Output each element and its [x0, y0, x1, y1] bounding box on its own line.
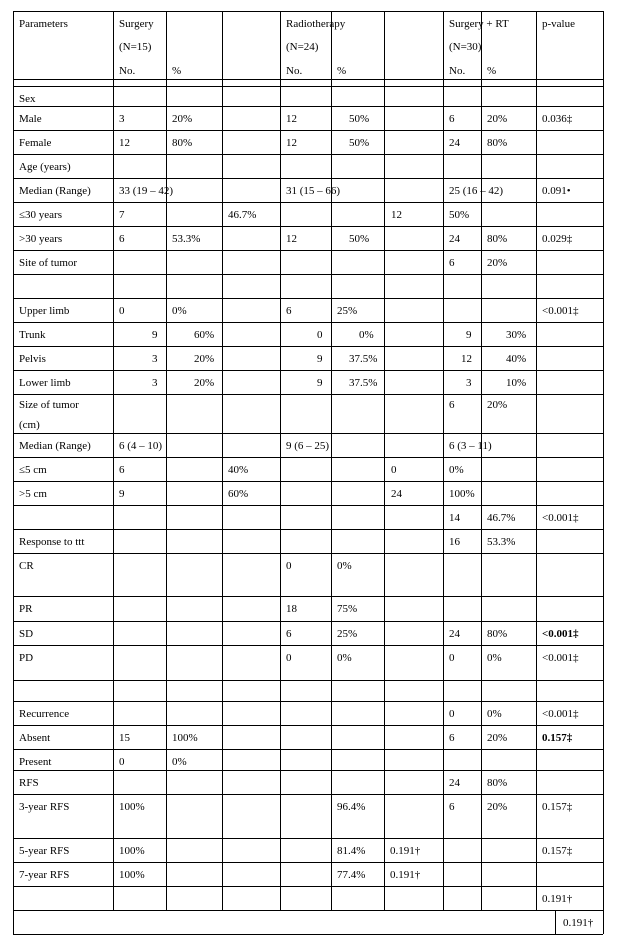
table-rule [13, 934, 603, 935]
cell-le30-s-no: 7 [119, 209, 125, 221]
table-rule [13, 433, 603, 434]
column-rule [555, 910, 556, 934]
cell-median_size-s: 6 (4 – 10) [119, 440, 163, 452]
table-rule [13, 862, 603, 863]
cell-median_age-label: Median (Range) [19, 185, 91, 197]
cell-rfs5-p: 0.157‡ [542, 845, 573, 857]
cell-rfs3-c-no: 6 [449, 801, 455, 813]
cell-lower-c-no: 3 [466, 377, 472, 389]
cell-rfs7-label: 7-year RFS [19, 869, 70, 881]
table-rule [13, 838, 603, 839]
cell-pr-r-pct: 75% [337, 603, 358, 615]
cell-sd-p: <0.001‡ [542, 628, 579, 640]
cell-pelvis-r-pct: 37.5% [349, 353, 378, 365]
cell-site-c-pct: 20% [487, 257, 508, 269]
cell-present-label: Present [19, 756, 52, 768]
cell-age: Age (years) [19, 161, 71, 173]
cell-response-c-pct: 53.3% [487, 536, 516, 548]
cell-gt5-s-pct: 60% [228, 488, 249, 500]
table-rule [13, 346, 603, 347]
column-rule [481, 11, 482, 910]
cell-sd-c-no: 24 [449, 628, 460, 640]
table-rule [13, 202, 603, 203]
cell-female-c-no: 24 [449, 137, 460, 149]
column-rule [222, 11, 223, 910]
cell-gt30-c-pct: 80% [487, 233, 508, 245]
cell-sd-c-pct: 80% [487, 628, 508, 640]
cell-rfs3-label: 3-year RFS [19, 801, 70, 813]
cell-rfs3-s: 100% [119, 801, 145, 813]
cell-le30-r-pct: 50% [449, 209, 470, 221]
table-rule [13, 274, 603, 275]
table-rule [13, 770, 603, 771]
table-rule [13, 106, 603, 107]
header-no: No. [286, 65, 303, 77]
table-rule [13, 910, 603, 911]
header-surgery-rt-n: (N=30) [449, 41, 482, 53]
cell-cr-r-pct: 0% [337, 560, 352, 572]
cell-trunk-s-no: 9 [152, 329, 158, 341]
cell-rfs5-s: 100% [119, 845, 145, 857]
cell-lower-r-pct: 37.5% [349, 377, 378, 389]
cell-upper-r-pct: 25% [337, 305, 358, 317]
cell-pelvis-c-no: 12 [461, 353, 472, 365]
cell-median_size-r: 9 (6 – 25) [286, 440, 330, 452]
cell-female-r-no: 12 [286, 137, 297, 149]
cell-median_age-s: 33 (19 – 42) [119, 185, 174, 197]
cell-gt30-r-pct: 50% [349, 233, 370, 245]
cell-female-s-pct: 80% [172, 137, 193, 149]
cell-female-c-pct: 80% [487, 137, 508, 149]
column-rule [384, 11, 385, 910]
header-pct: % [337, 65, 347, 77]
cell-trunk-s-pct: 60% [194, 329, 215, 341]
table-rule [13, 298, 603, 299]
cell-upper-s-no: 0 [119, 305, 125, 317]
cell-rfs-label: RFS [19, 777, 39, 789]
header-radiotherapy: Radiotherapy [286, 18, 346, 30]
header-pct: % [487, 65, 497, 77]
cell-le30-label: ≤30 years [19, 209, 62, 221]
cell-female-label: Female [19, 137, 52, 149]
cell-median_size-c: 6 (3 – 11) [449, 440, 492, 452]
cell-female-r-pct: 50% [349, 137, 370, 149]
cell-pelvis-label: Pelvis [19, 353, 46, 365]
table-rule [13, 749, 603, 750]
cell-male-label: Male [19, 113, 42, 125]
cell-pelvis-s-no: 3 [152, 353, 158, 365]
table-rule [13, 553, 603, 554]
cell-blank1-c-pct: 46.7% [487, 512, 516, 524]
cell-pd-r-no: 0 [286, 652, 292, 664]
cell-size-label-1: Size of tumor [19, 399, 79, 411]
cell-upper-s-pct: 0% [172, 305, 187, 317]
cell-rfs3-c-pct: 20% [487, 801, 508, 813]
cell-size-c-no: 6 [449, 399, 455, 411]
cell-rfs7-r: 77.4% [337, 869, 366, 881]
cell-le5-s-pct: 40% [228, 464, 249, 476]
cell-median_size-label: Median (Range) [19, 440, 91, 452]
cell-gt5-s-no: 9 [119, 488, 125, 500]
cell-trunk-c-no: 9 [466, 329, 472, 341]
table-border-right [603, 11, 604, 934]
cell-lower-s-pct: 20% [194, 377, 215, 389]
cell-trunk-label: Trunk [19, 329, 46, 341]
header-no: No. [119, 65, 136, 77]
cell-sd-label: SD [19, 628, 34, 640]
header-radiotherapy-n: (N=24) [286, 41, 319, 53]
cell-pd-label: PD [19, 652, 34, 664]
cell-absent-c-no: 6 [449, 732, 455, 744]
cell-upper-r-no: 6 [286, 305, 292, 317]
column-rule [443, 11, 444, 910]
cell-male-r-pct: 50% [349, 113, 370, 125]
cell-median_age-c: 25 (16 – 42) [449, 185, 504, 197]
cell-pd-c-no: 0 [449, 652, 455, 664]
cell-pr-r-no: 18 [286, 603, 297, 615]
cell-pd-c-pct: 0% [487, 652, 502, 664]
cell-gt5-r-pct: 100% [449, 488, 475, 500]
cell-response-label: Response to ttt [19, 536, 85, 548]
table-rule [13, 130, 603, 131]
table-rule [13, 250, 603, 251]
cell-sex: Sex [19, 93, 36, 105]
cell-site-label: Site of tumor [19, 257, 78, 269]
cell-rfs3-r: 96.4% [337, 801, 366, 813]
header-surgery: Surgery [119, 18, 154, 30]
table-rule [13, 86, 603, 87]
cell-pd-p: <0.001‡ [542, 652, 579, 664]
cell-gt30-p: 0.029‡ [542, 233, 573, 245]
table-rule [13, 226, 603, 227]
cell-rfs-c-no: 24 [449, 777, 460, 789]
cell-blank1-c-no: 14 [449, 512, 460, 524]
table-rule [13, 178, 603, 179]
cell-trunk-c-pct: 30% [506, 329, 527, 341]
cell-extra2-p: 0.191† [563, 917, 594, 929]
table-rule [13, 529, 603, 530]
cell-gt5-r-no: 24 [391, 488, 402, 500]
header-surgery-rt: Surgery + RT [449, 18, 509, 30]
cell-trunk-r-pct: 0% [359, 329, 374, 341]
cell-male-c-pct: 20% [487, 113, 508, 125]
cell-cr-label: CR [19, 560, 34, 572]
cell-blank1-p: <0.001‡ [542, 512, 579, 524]
table-rule [13, 505, 603, 506]
cell-rfs7-s: 100% [119, 869, 145, 881]
cell-recurrence-label: Recurrence [19, 708, 70, 720]
cell-le30-s-pct: 46.7% [228, 209, 257, 221]
column-rule [280, 11, 281, 910]
header-pct: % [172, 65, 182, 77]
cell-recurrence-p: <0.001‡ [542, 708, 579, 720]
table-rule [13, 457, 603, 458]
cell-size-c-pct: 20% [487, 399, 508, 411]
cell-lower-r-no: 9 [317, 377, 323, 389]
cell-le5-r-pct: 0% [449, 464, 464, 476]
cell-rfs5-r: 81.4% [337, 845, 366, 857]
table-rule [13, 794, 603, 795]
cell-pd-r-pct: 0% [337, 652, 352, 664]
cell-absent-label: Absent [19, 732, 51, 744]
cell-male-p: 0.036‡ [542, 113, 573, 125]
cell-absent-p: 0.157‡ [542, 732, 573, 744]
cell-upper-p: <0.001‡ [542, 305, 579, 317]
cell-rfs-c-pct: 80% [487, 777, 508, 789]
table-rule [13, 645, 603, 646]
table-rule [13, 154, 603, 155]
table-rule [13, 394, 603, 395]
cell-pr-label: PR [19, 603, 33, 615]
cell-pelvis-c-pct: 40% [506, 353, 527, 365]
cell-gt5-label: >5 cm [19, 488, 47, 500]
cell-lower-s-no: 3 [152, 377, 158, 389]
cell-site-c-no: 6 [449, 257, 455, 269]
table-rule [13, 370, 603, 371]
table-rule [13, 11, 603, 12]
column-rule [536, 11, 537, 910]
cell-lower-c-pct: 10% [506, 377, 527, 389]
cell-extra1-p: 0.191† [542, 893, 573, 905]
cell-recurrence-c-pct: 0% [487, 708, 502, 720]
table-rule [13, 680, 603, 681]
table-border-left [13, 11, 14, 934]
table-rule [13, 621, 603, 622]
table-rule [13, 886, 603, 887]
cell-male-s-no: 3 [119, 113, 125, 125]
cell-male-s-pct: 20% [172, 113, 193, 125]
table-rule [13, 79, 603, 80]
cell-trunk-r-no: 0 [317, 329, 323, 341]
cell-cr-r-no: 0 [286, 560, 292, 572]
cell-lower-label: Lower limb [19, 377, 71, 389]
cell-pelvis-s-pct: 20% [194, 353, 215, 365]
cell-female-s-no: 12 [119, 137, 130, 149]
column-rule [113, 11, 114, 910]
table-rule [13, 725, 603, 726]
cell-sd-r-no: 6 [286, 628, 292, 640]
cell-median_age-p: 0.091• [542, 185, 571, 197]
column-rule [166, 11, 167, 910]
cell-rfs5-rp: 0.191† [390, 845, 421, 857]
cell-le5-r-no: 0 [391, 464, 397, 476]
cell-absent-s-no: 15 [119, 732, 130, 744]
table-rule [13, 701, 603, 702]
cell-response-c-no: 16 [449, 536, 460, 548]
cell-gt30-s-pct: 53.3% [172, 233, 201, 245]
cell-le30-r-no: 12 [391, 209, 402, 221]
cell-gt30-label: >30 years [19, 233, 63, 245]
header-no: No. [449, 65, 466, 77]
cell-rfs7-rp: 0.191† [390, 869, 421, 881]
cell-sd-r-pct: 25% [337, 628, 358, 640]
cell-present-s-no: 0 [119, 756, 125, 768]
cell-rfs5-label: 5-year RFS [19, 845, 70, 857]
header-parameters: Parameters [19, 18, 68, 30]
table-rule [13, 596, 603, 597]
cell-present-s-pct: 0% [172, 756, 187, 768]
cell-gt30-c-no: 24 [449, 233, 460, 245]
header-pvalue: p-value [542, 18, 575, 30]
cell-le5-label: ≤5 cm [19, 464, 47, 476]
cell-recurrence-c-no: 0 [449, 708, 455, 720]
cell-absent-s-pct: 100% [172, 732, 198, 744]
cell-male-c-no: 6 [449, 113, 455, 125]
table-rule [13, 481, 603, 482]
cell-size-label-2: (cm) [19, 419, 40, 431]
cell-upper-label: Upper limb [19, 305, 70, 317]
cell-gt30-s-no: 6 [119, 233, 125, 245]
cell-absent-c-pct: 20% [487, 732, 508, 744]
cell-le5-s-no: 6 [119, 464, 125, 476]
column-rule [331, 11, 332, 910]
cell-rfs3-p: 0.157‡ [542, 801, 573, 813]
cell-pelvis-r-no: 9 [317, 353, 323, 365]
cell-gt30-r-no: 12 [286, 233, 297, 245]
table-rule [13, 322, 603, 323]
cell-median_age-r: 31 (15 – 66) [286, 185, 341, 197]
cell-male-r-no: 12 [286, 113, 297, 125]
header-surgery-n: (N=15) [119, 41, 152, 53]
